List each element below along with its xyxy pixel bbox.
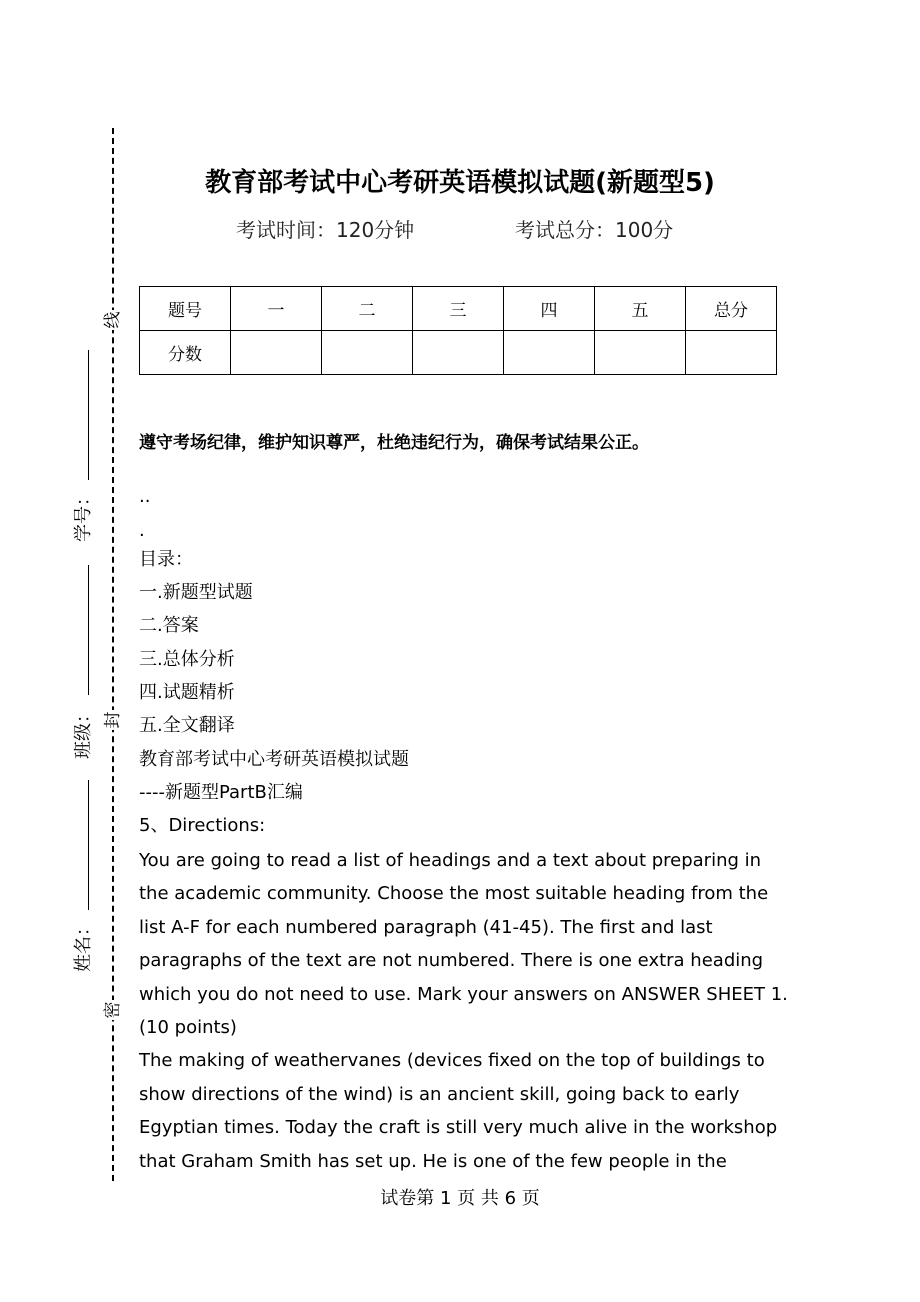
score-header-cell: 三: [413, 287, 504, 331]
body-line: ----新题型PartB汇编: [139, 781, 303, 803]
name-label: 姓名：: [73, 918, 94, 972]
body-line: 二.答案: [139, 615, 199, 637]
body-line: The making of weathervanes (devices fixed on the top of buildings to: [139, 1050, 765, 1072]
body-line: .: [139, 520, 145, 541]
name-rule: [88, 780, 89, 910]
body-line: ..: [139, 486, 151, 507]
body-line: paragraphs of the text are not numbered. There is one extra heading: [139, 950, 764, 972]
exam-notice: 遵守考场纪律，维护知识尊严，杜绝违纪行为，确保考试结果公正。: [139, 433, 649, 453]
score-header-cell: 五: [595, 287, 686, 331]
score-header-cell: 四: [504, 287, 595, 331]
score-header-cell: 总分: [686, 287, 777, 331]
body-line: list A-F for each numbered paragraph (41-45). The first and last: [139, 916, 713, 938]
class-label: 班级：: [73, 705, 94, 759]
score-table-score-row: [140, 331, 777, 375]
body-line: the academic community. Choose the most suitable heading from the: [139, 883, 769, 905]
exam-total-score: 考试总分：100分: [515, 218, 674, 242]
body-line: 四.试题精析: [139, 681, 235, 703]
body-line: show directions of the wind) is an ancient skill, going back to early: [139, 1083, 740, 1105]
body-line: 一.新题型试题: [139, 582, 253, 603]
page-footer: 试卷第 1 页 共 6 页: [380, 1188, 540, 1209]
score-header-cell: 题号: [140, 287, 231, 331]
class-rule: [88, 565, 89, 695]
student-id-label: 学号：: [73, 488, 94, 542]
body-line: that Graham Smith has set up. He is one of the few people in the: [139, 1150, 727, 1172]
score-table: [139, 286, 777, 375]
body-line: Egyptian times. Today the craft is still very much alive in the workshop: [139, 1117, 778, 1139]
score-cell: [595, 331, 686, 375]
body-line: 五.全文翻译: [139, 715, 235, 737]
score-header-cell: 一: [231, 287, 322, 331]
score-table-header-row: [140, 287, 777, 331]
score-cell: [504, 331, 595, 375]
body-line: (10 points): [139, 1017, 237, 1038]
binding-char-mi: 密: [103, 1001, 123, 1019]
body-line: 5、Directions:: [139, 815, 266, 837]
score-cell: [231, 331, 322, 375]
body-line: 教育部考试中心考研英语模拟试题: [139, 748, 409, 770]
binding-line: [112, 128, 114, 1181]
score-row-label: 分数: [140, 331, 231, 375]
body-line: You are going to read a list of headings and a text about preparing in: [139, 850, 762, 871]
body-line: 三.总体分析: [139, 648, 235, 670]
binding-char-xian: 线: [103, 311, 123, 329]
student-id-rule: [88, 350, 89, 480]
body-line: which you do not need to use. Mark your answers on ANSWER SHEET 1.: [139, 983, 788, 1005]
score-cell: [322, 331, 413, 375]
score-header-cell: 二: [322, 287, 413, 331]
binding-char-feng: 封: [103, 711, 123, 729]
score-cell: [413, 331, 504, 375]
exam-time: 考试时间：120分钟: [236, 218, 415, 242]
body-line: 目录：: [139, 549, 193, 570]
exam-title: 教育部考试中心考研英语模拟试题(新题型5): [205, 168, 715, 198]
score-cell: [686, 331, 777, 375]
